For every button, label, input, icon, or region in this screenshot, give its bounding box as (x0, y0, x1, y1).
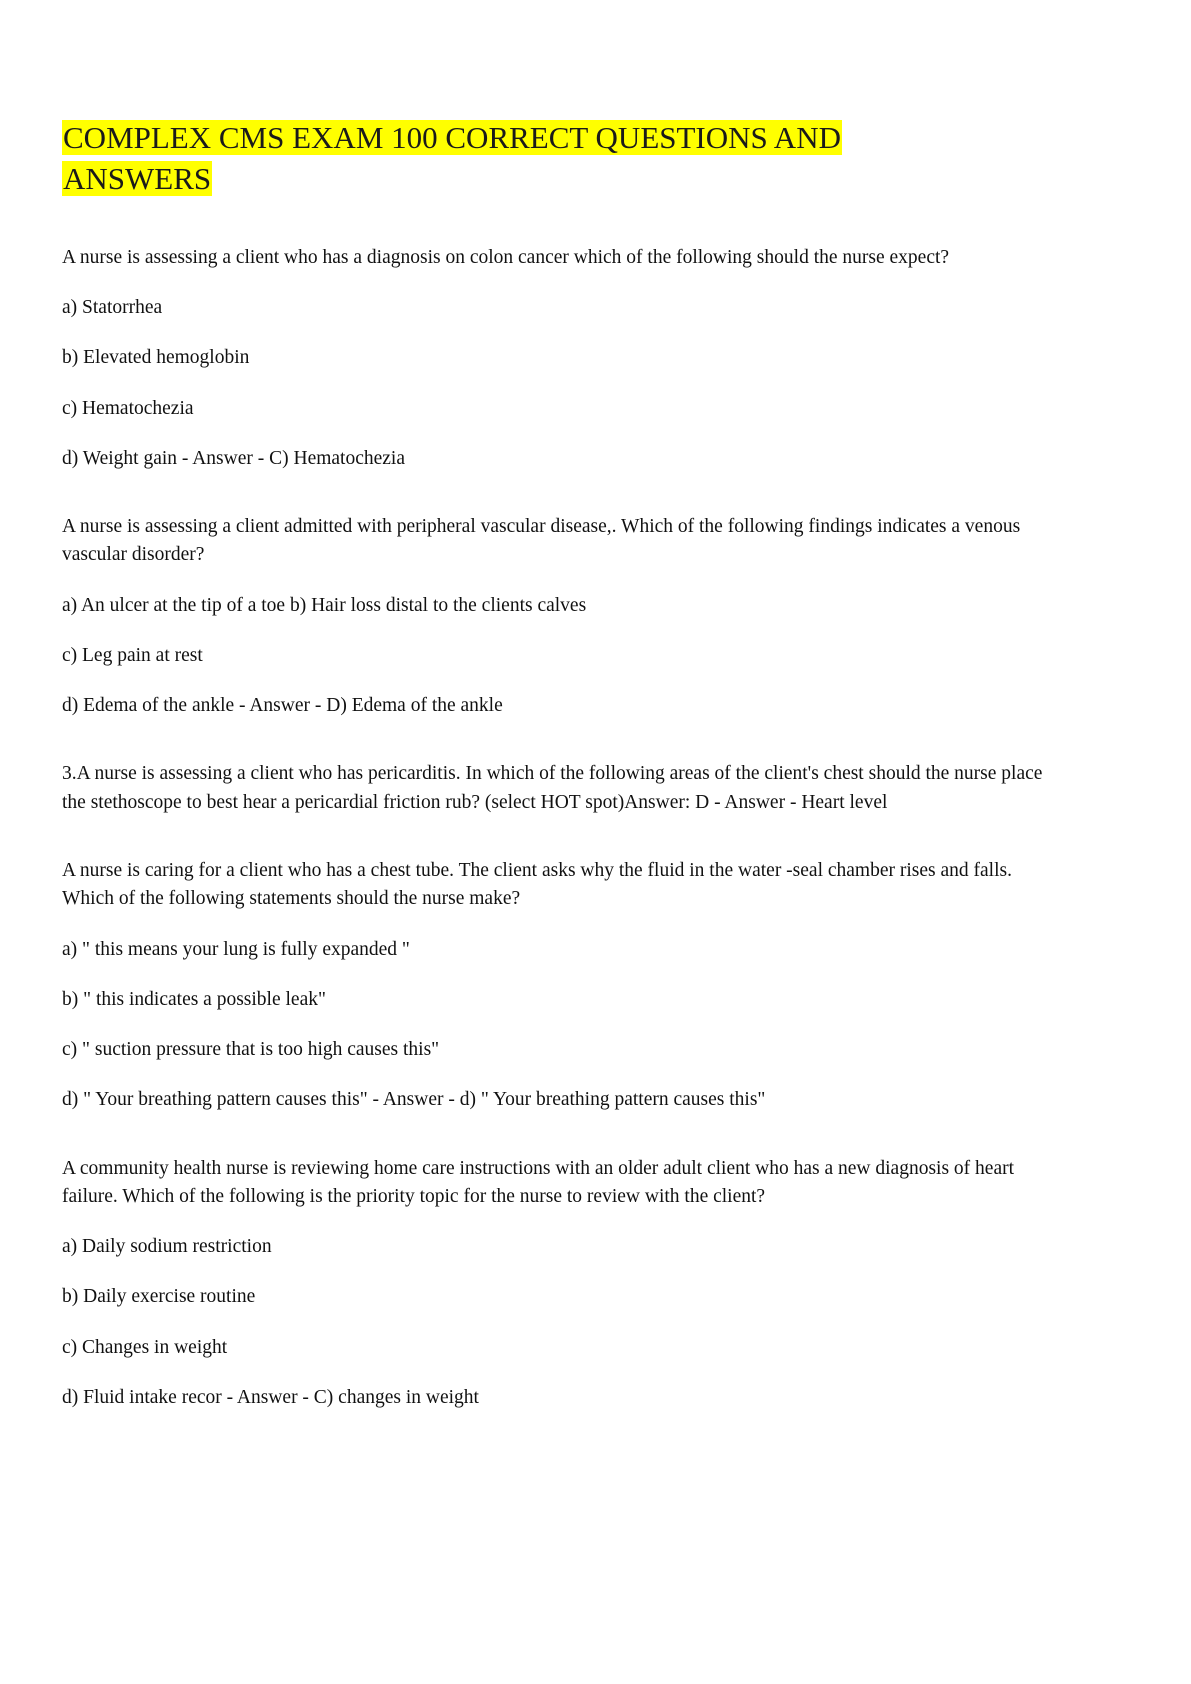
answer-option: b) Elevated hemoglobin (62, 347, 250, 369)
page-title (62, 118, 1045, 200)
answer-option: d) Weight gain - Answer - C) Hematochezia (62, 447, 406, 469)
question-block (62, 513, 1045, 720)
document-content (62, 118, 1045, 1452)
answer-option: b) " this indicates a possible leak" (62, 988, 326, 1010)
answer-option: a) An ulcer at the tip of a toe b) Hair loss distal to the clients calves (62, 594, 587, 616)
question-stem: A nurse is assessing a client who has a diagnosis on colon cancer which of the following should the nurse expect? (62, 246, 950, 268)
answer-option: d) Edema of the ankle - Answer - D) Edema of the ankle (62, 695, 503, 717)
answer-option: c) Changes in weight (62, 1336, 228, 1358)
page-title-line-1: COMPLEX CMS EXAM 100 CORRECT QUESTIONS AND (63, 120, 841, 155)
answer-option: a) Daily sodium restriction (62, 1236, 272, 1258)
question-block (62, 760, 1045, 817)
answer-option: a) Statorrhea (62, 297, 163, 319)
question-stem: A nurse is assessing a client admitted with peripheral vascular disease,. Which of the following findings indicates a venous vascular disorder? (62, 516, 1021, 566)
answer-option: c) Leg pain at rest (62, 644, 203, 666)
answer-option: a) " this means your lung is fully expanded " (62, 938, 410, 960)
question-stem: A nurse is caring for a client who has a chest tube. The client asks why the fluid in the water -seal chamber rises and falls. Which of the following statements should the nurse make? (62, 860, 1012, 910)
answer-option: d) Fluid intake recor - Answer - C) changes in weight (62, 1386, 479, 1408)
answer-option: d) " Your breathing pattern causes this" - Answer - d) " Your breathing pattern causes this" (62, 1089, 766, 1111)
page-title-line-2: ANSWERS (63, 160, 212, 196)
answer-option: b) Daily exercise routine (62, 1286, 256, 1308)
question-stem: 3.A nurse is assessing a client who has pericarditis. In which of the following areas of the client's chest should the nurse place the stethoscope to best hear a pericardial friction rub? (select HOT spot)Answer: D - Answer - Heart level (62, 763, 1043, 813)
question-block (62, 857, 1045, 1115)
question-block (62, 244, 1045, 473)
question-block (62, 1155, 1045, 1413)
answer-option: c) Hematochezia (62, 397, 194, 419)
question-stem: A community health nurse is reviewing home care instructions with an older adult client who has a new diagnosis of heart failure. Which of the following is the priority topic for the nurse to review with the client? (62, 1157, 1015, 1207)
answer-option: c) " suction pressure that is too high causes this" (62, 1039, 440, 1061)
